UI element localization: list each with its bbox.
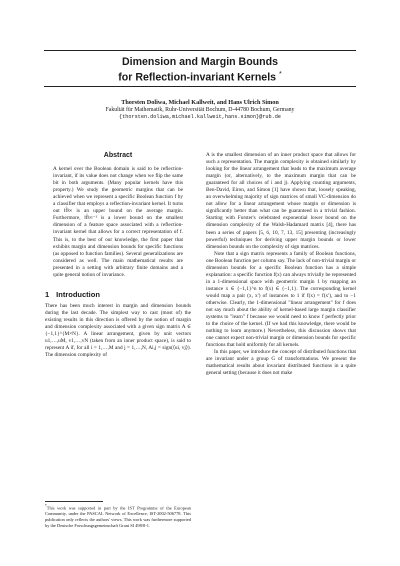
abstract-heading: Abstract bbox=[103, 152, 133, 159]
author-emails: {thorsten.doliwa,michael.kallweit,hans.simon}@rub.de bbox=[119, 114, 281, 120]
footnote-rule bbox=[45, 501, 103, 502]
footnote-text: This work was supported in part by the IST Programme of the European Community, under the PASCAL Network of Excellence, IST-2002-506778. This publication only reflects the authors' views. This work was furthermore supported by the Deutsche Forschungsgemeinschaft Grant SI 498/8-1. bbox=[45, 505, 191, 528]
title-top-rule bbox=[44, 50, 356, 51]
introduction-paragraph: There has been much interest in margin and dimension bounds during the last decade. The simplest way to cast (most of) the existing results in this direction is offered by the notion of margin and dimension complexity associated with a given sign matrix A ∈ {−1,1}^{M×N}. A linear arrangement, given by unit vectors u1,…,uM, v1,…,vN (taken from an inner product space), is said to represent A if, for all i = 1,…,M and j = 1,…,N, Ai,j = sign(⟨ui, vj⟩). The dimension complexity of bbox=[45, 302, 191, 359]
title-line-1: Dimension and Margin Bounds bbox=[122, 56, 278, 68]
abstract-text: A kernel over the Boolean domain is said to be reflection-invariant, if its value does not change when we flip the same bit in both arguments. (Many popular kernels have this property.) We study the geometric margins that can be achieved when we represent a specific Boolean function f by a classifier that employs a reflection-invariant kernel. It turns out ‖f̂‖∞ is an upper bound on the average margin. Furthermore, ‖f̂‖∞⁻¹ is a lower bound on the smallest dimension of a feature space associated with a reflection-invariant kernel that allows for a correct representation of f. This is, to the best of our knowledge, the first paper that exhibits margin and dimension bounds for specific functions (as opposed to function families). Several generalizations are considered as well. The main mathematical results are presented in a setting with arbitrary finite domains and a quite general notion of invariance. bbox=[53, 166, 183, 278]
right-paragraph-3: In this paper, we introduce the concept of distributed functions that are invariant under a group G of transformations. We present the mathematical results about invariant distributed functions in a quite general setting (because it does not make bbox=[206, 349, 356, 377]
right-column bbox=[206, 152, 356, 378]
footnote bbox=[45, 504, 191, 529]
section-heading-introduction bbox=[45, 291, 191, 298]
title-line-2: for Reflection-invariant Kernels bbox=[118, 71, 277, 84]
paper-title bbox=[0, 56, 400, 84]
title-bottom-rule bbox=[44, 86, 356, 87]
right-paragraph-2: Note that a sign matrix represents a family of Boolean functions, one Boolean function per column say. The lack of non-trivial margin or dimension bounds for a specific Boolean function has a simple explanation: a specific function f(x) can always trivially be represented in a 1-dimensional space with geometric margin 1 by mapping an instance x ∈ {−1,1}^n to f(x) ∈ {−1,1}. The corresponding kernel would map a pair (x, x′) of instances to 1 if f(x) = f(x′), and to −1 otherwise. Clearly, the 1-dimensional "linear arrangement" for f does not say much about the ability of kernel-based large margin classifier systems to "learn" f because we would need to know f perfectly prior to the choice of the kernel. (If we had this knowledge, there would be nothing to learn anymore.) Nevertheless, this discussion shows that one cannot expect non-trivial margin or dimension bounds for specific functions that hold uniformly for all kernels. bbox=[206, 250, 356, 349]
left-column bbox=[45, 152, 191, 359]
section-title: Introduction bbox=[56, 289, 100, 299]
affiliation: Fakultät für Mathematik, Ruhr-Universität Bochum, D-44780 Bochum, Germany bbox=[105, 107, 295, 113]
title-footnote-mark: * bbox=[278, 70, 282, 78]
footnote-mark: * bbox=[45, 504, 47, 508]
section-number: 1 bbox=[45, 289, 50, 299]
author-list: Thorsten Doliwa, Michael Kallweit, and Hans Ulrich Simon bbox=[121, 99, 279, 106]
right-paragraph-1: A is the smallest dimension of an inner product space that allows for such a representation. The margin complexity is obtained similarly by looking for the linear arrangement that leads to the maximum average margin (or, alternatively, to the maximum margin that can be guaranteed for all choices of i and j). Applying counting arguments, Ben-David, Eiron, and Simon [1] have shown that, loosely speaking, an overwhelming majority of sign matrices of small VC-dimension do not allow for a linear arrangement whose margin or dimension is significantly better than what can be guaranteed in a trivial fashion. Starting with Forster's celebrated exponential lower bound on the dimension complexity of the Walsh-Hadamard matrix [4], there has been a series of papers [5, 6, 10, 7, 13, 15] presenting (increasingly powerful) techniques for deriving upper margin bounds or lower dimension bounds on the complexity of sign matrices. bbox=[206, 152, 356, 250]
